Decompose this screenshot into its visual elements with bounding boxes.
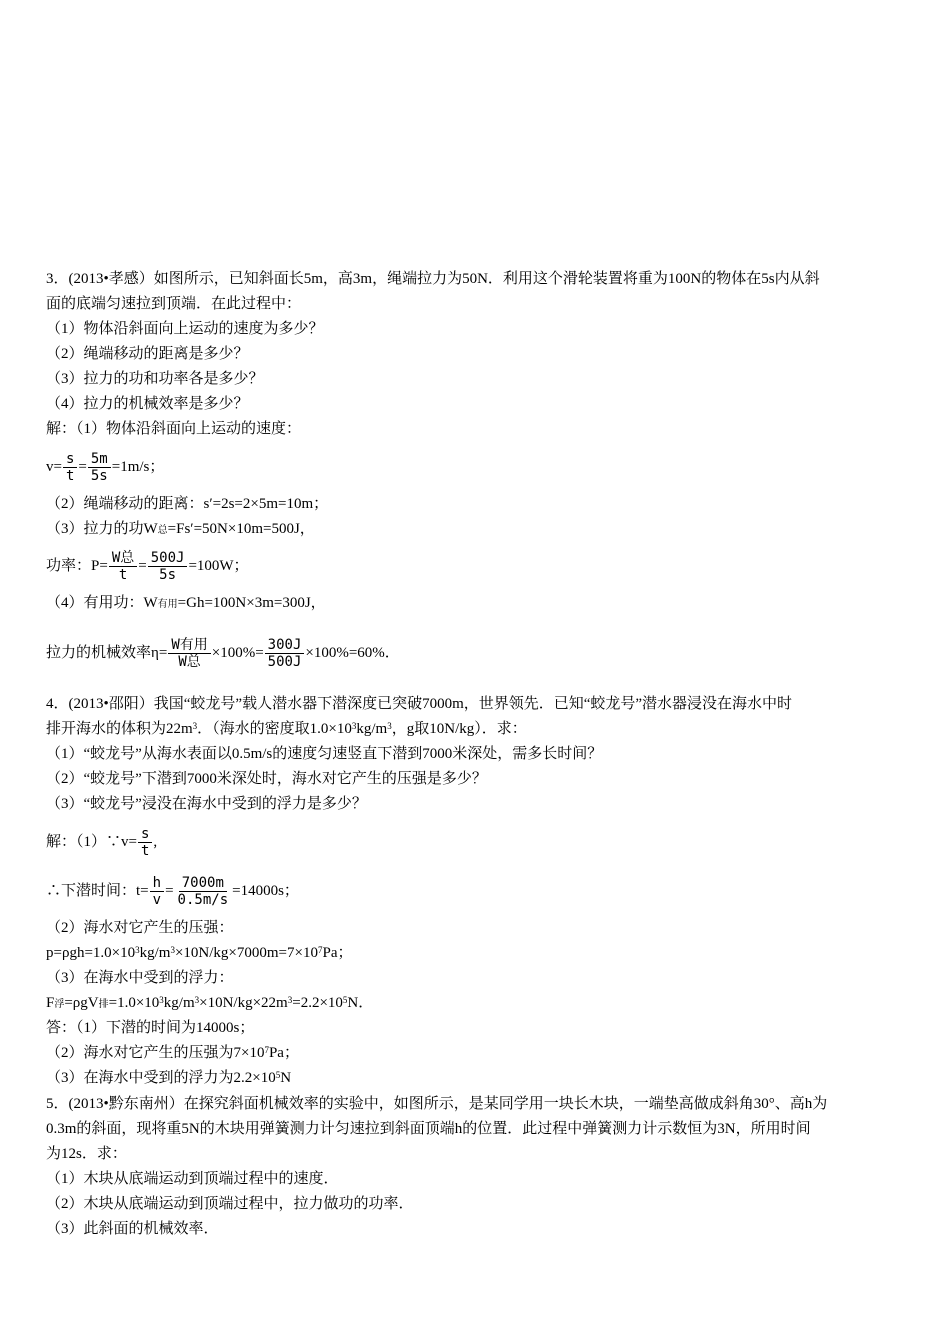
question-3 bbox=[46, 267, 906, 442]
q3-part2: （2）绳端移动的距离是多少？ bbox=[46, 346, 249, 362]
q5-part1: （1）木块从底端运动到顶端过程中的速度． bbox=[46, 1171, 339, 1187]
fraction: $\frac{300J}{500J}$ bbox=[265, 637, 305, 670]
fraction: $\frac{7000m}{0.5m/s}$ bbox=[177, 874, 229, 908]
q4-part3: （3）“蛟龙号”浸没在海水中受到的浮力是多少？ bbox=[46, 796, 367, 812]
fraction: $\frac{500J}{5s}$ bbox=[148, 550, 188, 583]
q4-buoyancy-equation: F浮=ρgV排$=1.0\times 10^3kg/m^3\times 10N/kg\times 22m^3=2.2\times 10^5N$． bbox=[46, 995, 374, 1011]
q3-velocity-equation: v= $\frac{s}{t}$ = $\frac{5m}{5s}$ =1m/s； bbox=[46, 450, 165, 484]
q4-stem-line2: 排开海水的体积为$22m^3$．（海水的密度取$1.0\times 10^3kg/m^3$，g取10N/kg）．求： bbox=[46, 721, 527, 737]
question-5 bbox=[46, 1092, 906, 1242]
question-4 bbox=[46, 692, 906, 817]
fraction: W总 t bbox=[109, 550, 137, 583]
q5-part2: （2）木块从底端运动到顶端过程中，拉力做功的功率． bbox=[46, 1196, 414, 1212]
q3-part3: （3）拉力的功和功率各是多少？ bbox=[46, 371, 264, 387]
fraction: $\frac{s}{t}$ bbox=[138, 826, 152, 859]
q5-stem-line1: 5．(2013•黔东南州）在探究斜面机械效率的实验中，如图所示，是某同学用一块长木块，一端垫高做成斜角30°、高h为 bbox=[46, 1096, 828, 1112]
q4-part1: （1）“蛟龙号”从海水表面以0.5m/s的速度匀速竖直下潜到7000米深处，需多长时间？ bbox=[46, 746, 603, 762]
q4-solution-2: （2）海水对它产生的压强： bbox=[46, 920, 234, 936]
q5-part3: （3）此斜面的机械效率． bbox=[46, 1221, 219, 1237]
q4-answer-3: （3）在海水中受到的浮力为$2.2\times 10^5N$ bbox=[46, 1070, 292, 1086]
q4-answer-2: （2）海水对它产生的压强为$7\times 10^7Pa$； bbox=[46, 1045, 299, 1061]
fraction: W有用 W总 bbox=[168, 637, 210, 670]
q3-efficiency-equation: 拉力的机械效率η= W有用 W总 ×100%= $\frac{300J}{500J}$ ×100%=60%． bbox=[46, 636, 400, 670]
q4-stem-line1: 4．(2013•邵阳）我国“蛟龙号”载人潜水器下潜深度已突破7000m，世界领先．已知“蛟龙号”潜水器浸没在海水中时 bbox=[46, 696, 793, 712]
q3-power-equation: 功率：P= W总 t = $\frac{500J}{5s}$ =100W； bbox=[46, 549, 249, 583]
q4-solution-3: （3）在海水中受到的浮力： bbox=[46, 970, 234, 986]
q3-solution-4: （4）有用功：W有用=Gh=100N×3m=300J， bbox=[46, 595, 326, 611]
q3-solution-3: （3）拉力的功W总=Fs′=50N×10m=500J， bbox=[46, 521, 315, 537]
q3-solution-2-3 bbox=[46, 492, 906, 542]
q4-pressure-equation: $p=\rho gh=1.0\times 10^3kg/m^3\times 10N/kg\times 7000m=7\times 10^7Pa$； bbox=[46, 945, 353, 961]
q4-answer-1: 答：（1）下潜的时间为14000s； bbox=[46, 1020, 255, 1036]
q3-stem-line2: 面的底端匀速拉到顶端．在此过程中： bbox=[46, 296, 302, 312]
fraction: $\frac{h}{v}$ bbox=[150, 875, 164, 908]
q5-stem-line3: 为12s．求： bbox=[46, 1146, 127, 1162]
q3-part1: （1）物体沿斜面向上运动的速度为多少？ bbox=[46, 321, 324, 337]
q4-part2: （2）“蛟龙号”下潜到7000米深处时，海水对它产生的压强是多少？ bbox=[46, 771, 487, 787]
q4-velocity-formula: 解：（1）∵v= $\frac{s}{t}$ , bbox=[46, 825, 158, 859]
fraction: $\frac{s}{t}$ bbox=[63, 451, 77, 484]
fraction: $\frac{5m}{5s}$ bbox=[88, 451, 111, 484]
q4-solution-rest bbox=[46, 916, 906, 1091]
q3-solution-intro: 解：（1）物体沿斜面向上运动的速度： bbox=[46, 421, 302, 437]
q3-part4: （4）拉力的机械效率是多少？ bbox=[46, 396, 249, 412]
q3-solution-2: （2）绳端移动的距离：s′=2s=2×5m=10m； bbox=[46, 496, 329, 512]
q3-stem-line1: 3．(2013•孝感）如图所示，已知斜面长5m，高3m，绳端拉力为50N．利用这个滑轮装置将重为100N的物体在5s内从斜 bbox=[46, 271, 820, 287]
q4-time-equation: ∴下潜时间：t= $\frac{h}{v}$ = $\frac{7000m}{0.5m/s}$ =14000s； bbox=[46, 874, 299, 908]
q5-stem-line2: 0.3m的斜面，现将重5N的木块用弹簧测力计匀速拉到斜面顶端h的位置．此过程中弹簧测力计示数恒为3N，所用时间 bbox=[46, 1121, 811, 1137]
